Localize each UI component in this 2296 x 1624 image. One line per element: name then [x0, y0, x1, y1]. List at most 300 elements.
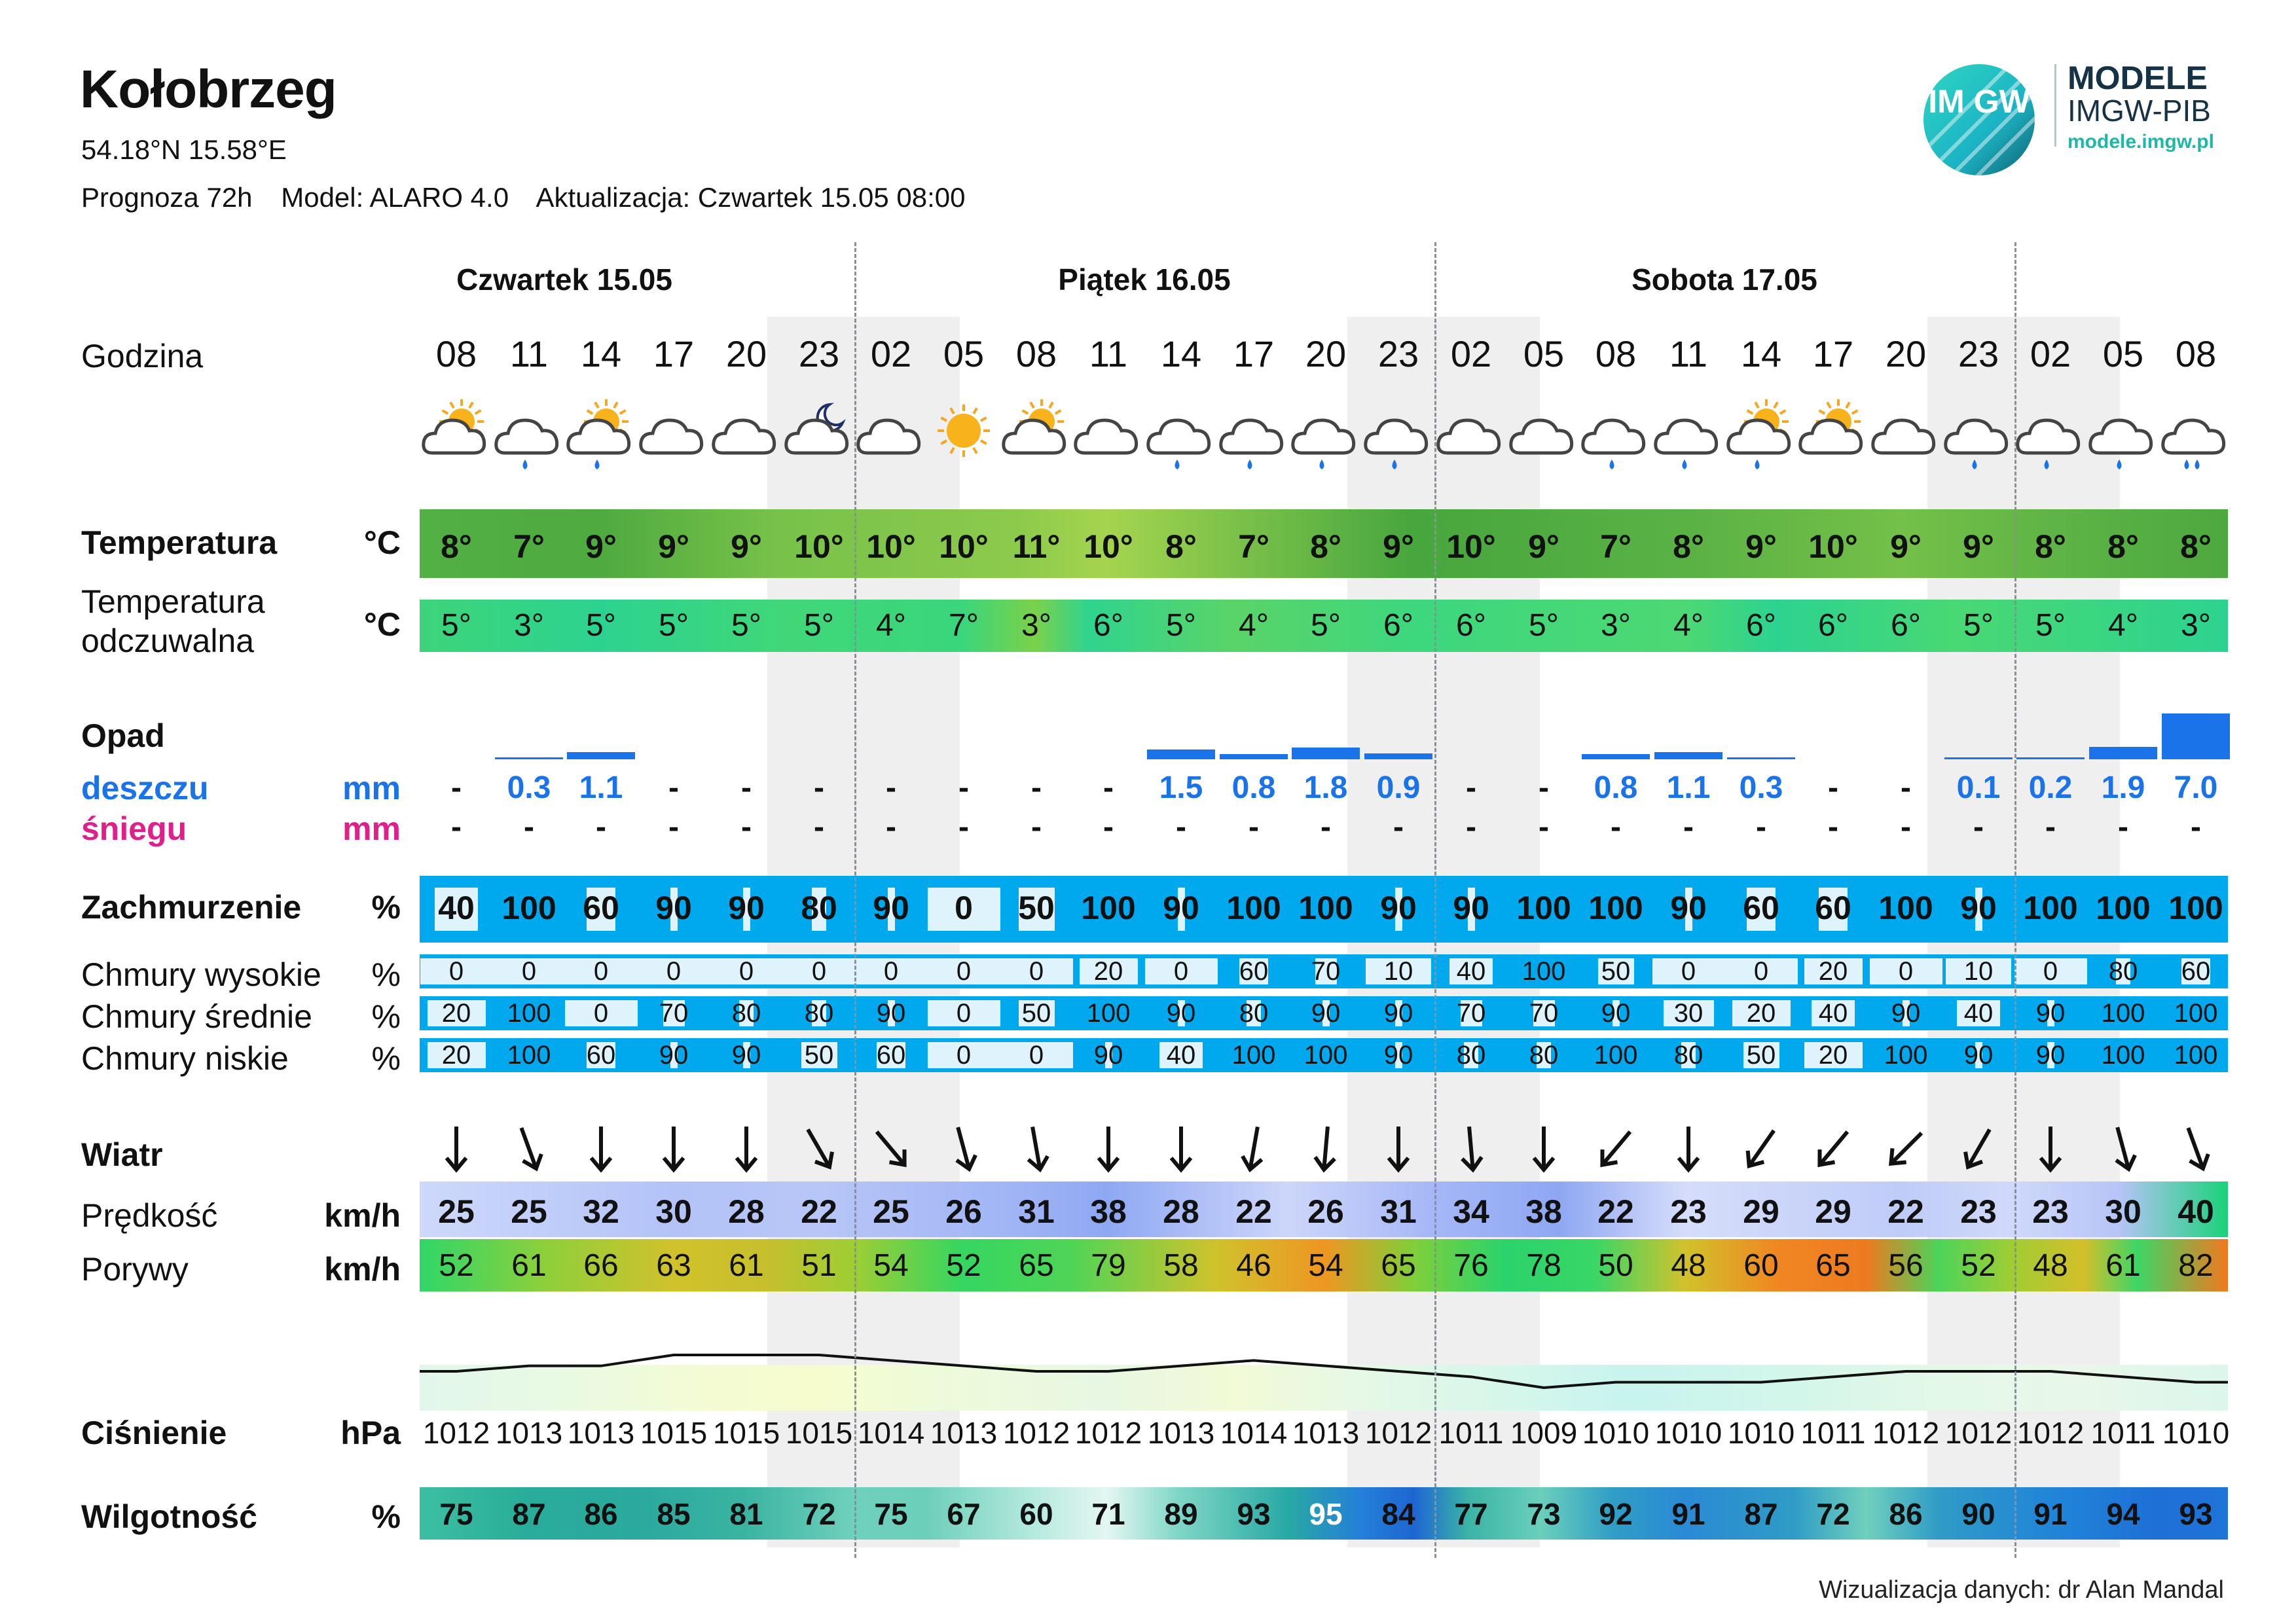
feels-like-value: 5°: [1166, 608, 1196, 643]
rain-value: 0.2: [2028, 770, 2073, 805]
cloud-low-value: 90: [2035, 1041, 2066, 1070]
wind-arrow-icon: [651, 1123, 697, 1175]
gust-value: 65: [1815, 1248, 1851, 1283]
humidity-value: 77: [1454, 1497, 1488, 1531]
cloud-high-value: 20: [1093, 957, 1123, 986]
cloud-low-value: 100: [1884, 1041, 1928, 1070]
sun-cloud-icon: [421, 395, 492, 474]
label-cloud-high: Chmury wysokie: [81, 956, 321, 993]
snow-value: -: [958, 810, 969, 844]
cloud-high-value: 0: [956, 957, 972, 986]
wind-speed-value: 31: [1018, 1193, 1055, 1230]
rain-value: 1.1: [579, 770, 623, 805]
day-header: Czwartek 15.05: [456, 262, 672, 297]
gust-value: 65: [1381, 1248, 1416, 1283]
gust-value: 52: [439, 1248, 474, 1283]
gust-value: 50: [1598, 1248, 1633, 1283]
cloud-low-value: 100: [1231, 1041, 1276, 1070]
hour-label: 05: [1523, 333, 1565, 374]
cloud-low-value: 100: [1303, 1041, 1348, 1070]
cloud-low-value: 100: [507, 1041, 551, 1070]
humidity-value: 67: [947, 1497, 981, 1531]
rain-value: -: [1539, 770, 1549, 805]
snow-value: -: [1611, 810, 1621, 844]
cloud-rain-icon: [1146, 395, 1216, 474]
feels-like-value: 6°: [1383, 608, 1413, 643]
rain-bar: [567, 752, 635, 759]
gust-value: 76: [1453, 1248, 1489, 1283]
cloud-icon: [638, 395, 709, 474]
gust-value: 48: [2033, 1248, 2068, 1283]
cloud-mid-value: 0: [593, 999, 609, 1028]
cloud-rain-icon: [2088, 395, 2159, 474]
logo-link[interactable]: modele.imgw.pl: [2068, 131, 2214, 153]
unit-rain: mm: [342, 770, 401, 806]
humidity-value: 73: [1527, 1497, 1561, 1531]
cloud-total-value: 90: [655, 890, 692, 926]
snow-value: -: [1103, 810, 1114, 844]
cloud-high-value: 40: [1456, 957, 1486, 986]
humidity-value: 94: [2106, 1497, 2140, 1531]
cloud-icon: [1436, 395, 1506, 474]
feels-like-value: 3°: [1021, 608, 1051, 643]
hour-label: 17: [653, 333, 695, 374]
temperature-value: 10°: [866, 528, 916, 565]
pressure-value: 1011: [1800, 1416, 1866, 1450]
cloud-high-value: 0: [1753, 957, 1769, 986]
day-header: Sobota 17.05: [1631, 262, 1817, 297]
cloud-high-value: 0: [738, 957, 754, 986]
gust-value: 61: [2105, 1248, 2141, 1283]
cloud-low-value: 100: [1594, 1041, 1638, 1070]
cloud-icon: [1508, 395, 1579, 474]
cloud-mid-value: 70: [1456, 999, 1486, 1028]
wind-speed-value: 38: [1090, 1193, 1127, 1230]
rain-value: 0.8: [1594, 770, 1638, 805]
pressure-value: 1010: [2162, 1416, 2230, 1450]
wind-arrow-icon: [941, 1123, 987, 1175]
cloud-icon: [1073, 395, 1144, 474]
rain-value: 1.1: [1666, 770, 1711, 805]
cloud-high-value: 0: [593, 957, 609, 986]
wind-arrow-icon: [1085, 1123, 1131, 1175]
rain-value: -: [1828, 770, 1838, 805]
cloud-rain-icon: [1580, 395, 1651, 474]
pressure-value: 1011: [1438, 1416, 1504, 1450]
cloud-high-value: 70: [1311, 957, 1341, 986]
cloud-low-value: 100: [2174, 1041, 2218, 1070]
wind-speed-value: 26: [1307, 1193, 1344, 1230]
hour-label: 17: [1233, 333, 1275, 374]
pressure-value: 1010: [1654, 1416, 1722, 1450]
cloud-high-value: 0: [1898, 957, 1914, 986]
hour-label: 23: [1958, 333, 1999, 374]
humidity-value: 93: [2179, 1497, 2213, 1531]
snow-value: -: [1756, 810, 1766, 844]
wind-speed-value: 22: [1235, 1193, 1272, 1230]
rain-value: 0.1: [1956, 770, 2001, 805]
feels-like-value: 5°: [731, 608, 761, 643]
hour-label: 23: [798, 333, 840, 374]
temperature-value: 8°: [2035, 528, 2066, 565]
cloud-mid-value: 40: [1963, 999, 1994, 1028]
feels-like-value: 6°: [1456, 608, 1486, 643]
cloud-total-value: 60: [583, 890, 619, 926]
wind-speed-value: 25: [511, 1193, 547, 1230]
label-snow: śniegu: [81, 810, 187, 847]
cloud-mid-value: 90: [2035, 999, 2066, 1028]
hour-label: 08: [1015, 333, 1057, 374]
cloud-mid-value: 80: [1239, 999, 1269, 1028]
cloud-total-value: 50: [1018, 890, 1055, 926]
cloud-mid-value: 80: [804, 999, 834, 1028]
gust-value: 60: [1743, 1248, 1779, 1283]
pressure-value: 1013: [930, 1416, 998, 1450]
cloud-total-value: 100: [1878, 890, 1933, 926]
unit-cloud-high: %: [371, 956, 401, 993]
snow-value: -: [741, 810, 752, 844]
cloud-high-value: 20: [1818, 957, 1848, 986]
wind-speed-value: 28: [728, 1193, 765, 1230]
cloud-rain-icon: [2015, 395, 2086, 474]
feels-like-value: 5°: [2035, 608, 2066, 643]
feels-like-value: 6°: [1818, 608, 1848, 643]
unit-gust: km/h: [324, 1251, 401, 1288]
unit-feels: °C: [363, 606, 401, 643]
feels-like-value: 5°: [1529, 608, 1559, 643]
wind-arrow-icon: [578, 1123, 624, 1175]
pressure-value: 1013: [1147, 1416, 1215, 1450]
wind-speed-value: 31: [1380, 1193, 1417, 1230]
temperature-value: 9°: [1745, 528, 1777, 565]
pressure-value: 1010: [1727, 1416, 1795, 1450]
hour-label: 11: [1669, 333, 1708, 374]
cloud-mid-value: 90: [1383, 999, 1413, 1028]
temperature-value: 11°: [1012, 528, 1061, 565]
wind-arrow-icon: [1883, 1123, 1929, 1175]
pressure-value: 1012: [1074, 1416, 1142, 1450]
day-header: Piątek 16.05: [1058, 262, 1231, 297]
cloud-rain-icon: [494, 395, 564, 474]
cloud-heavy-rain-icon: [2160, 395, 2231, 474]
wind-speed-value: 25: [873, 1193, 909, 1230]
cloud-total-value: 90: [1163, 890, 1199, 926]
gust-value: 51: [801, 1248, 837, 1283]
cloud-high-value: 0: [1681, 957, 1696, 986]
gust-value: 63: [656, 1248, 691, 1283]
wind-speed-value: 30: [2105, 1193, 2141, 1230]
humidity-value: 72: [1816, 1497, 1850, 1531]
snow-value: -: [1393, 810, 1404, 844]
cloud-low-value: 80: [1673, 1041, 1704, 1070]
humidity-value: 90: [1961, 1497, 1995, 1531]
rain-value: -: [1103, 770, 1114, 805]
wind-arrow-icon: [1013, 1123, 1059, 1175]
cloud-mid-value: 80: [731, 999, 761, 1028]
wind-arrow-icon: [1303, 1123, 1349, 1175]
gust-value: 66: [583, 1248, 619, 1283]
humidity-value: 87: [1744, 1497, 1778, 1531]
humidity-value: 91: [1671, 1497, 1705, 1531]
humidity-value: 72: [802, 1497, 836, 1531]
rain-value: 1.8: [1303, 770, 1348, 805]
cloud-rain-icon: [1363, 395, 1434, 474]
cloud-mid-value: 40: [1818, 999, 1848, 1028]
cloud-total-value: 90: [1960, 890, 1997, 926]
snow-value: -: [1901, 810, 1911, 844]
wind-arrow-icon: [1376, 1123, 1421, 1175]
pressure-value: 1014: [857, 1416, 925, 1450]
sun-cloud-rain-icon: [566, 395, 636, 474]
humidity-value: 84: [1381, 1497, 1415, 1531]
humidity-value: 92: [1599, 1497, 1633, 1531]
cloud-icon: [856, 395, 926, 474]
logo-letters: IM GW: [1928, 83, 2030, 120]
temperature-value: 9°: [585, 528, 617, 565]
hour-label: 02: [1450, 333, 1492, 374]
feels-like-value: 4°: [1239, 608, 1269, 643]
rain-value: -: [886, 770, 896, 805]
cloud-total-value: 0: [955, 890, 973, 926]
rain-value: 0.3: [1739, 770, 1783, 805]
snow-value: -: [2191, 810, 2201, 844]
cloud-low-value: 100: [2101, 1041, 2145, 1070]
wind-arrow-icon: [506, 1123, 552, 1175]
snow-value: -: [814, 810, 824, 844]
wind-arrow-icon: [1231, 1123, 1277, 1175]
pressure-value: 1015: [640, 1416, 708, 1450]
wind-arrow-icon: [1666, 1123, 1711, 1175]
pressure-value: 1012: [2016, 1416, 2085, 1450]
humidity-value: 60: [1019, 1497, 1053, 1531]
pressure-value: 1013: [1292, 1416, 1360, 1450]
humidity-value: 91: [2033, 1497, 2068, 1531]
cloud-mid-value: 20: [441, 999, 471, 1028]
cloud-low-value: 90: [659, 1041, 689, 1070]
feels-like-value: 5°: [441, 608, 471, 643]
cloud-mid-value: 90: [1891, 999, 1921, 1028]
cloud-rain-icon: [1653, 395, 1724, 474]
hour-label: 14: [580, 333, 622, 374]
cloud-high-value: 0: [521, 957, 537, 986]
cloud-mid-value: 70: [659, 999, 689, 1028]
humidity-value: 81: [729, 1497, 763, 1531]
cloud-mid-value: 90: [876, 999, 906, 1028]
snow-value: -: [451, 810, 462, 844]
pressure-value: 1009: [1510, 1416, 1578, 1450]
pressure-value: 1012: [1364, 1416, 1432, 1450]
feels-like-value: 3°: [2181, 608, 2211, 643]
cloud-high-value: 0: [2043, 957, 2058, 986]
rain-value: -: [668, 770, 679, 805]
hour-label: 02: [870, 333, 912, 374]
pressure-value: 1015: [712, 1416, 780, 1450]
feels-like-value: 4°: [876, 608, 906, 643]
cloud-total-value: 100: [1516, 890, 1571, 926]
temperature-value: 8°: [1673, 528, 1704, 565]
cloud-mid-value: 100: [507, 999, 551, 1028]
cloud-mid-value: 100: [1086, 999, 1131, 1028]
rain-value: 1.9: [2101, 770, 2145, 805]
wind-speed-value: 38: [1525, 1193, 1562, 1230]
rain-value: 1.5: [1159, 770, 1203, 805]
temperature-value: 8°: [2180, 528, 2212, 565]
wind-speed-value: 23: [1670, 1193, 1707, 1230]
wind-speed-value: 26: [945, 1193, 982, 1230]
hour-label: 11: [1089, 333, 1128, 374]
snow-value: -: [886, 810, 896, 844]
label-cloud-low: Chmury niskie: [81, 1040, 289, 1077]
temperature-value: 8°: [441, 528, 472, 565]
temperature-value: 9°: [1963, 528, 1994, 565]
hour-label: 08: [2175, 333, 2217, 374]
wind-arrow-icon: [868, 1123, 914, 1175]
rain-bar: [495, 757, 563, 759]
snow-value: -: [596, 810, 606, 844]
rain-bar: [1147, 749, 1215, 759]
wind-arrow-icon: [2100, 1123, 2146, 1175]
humidity-value: 95: [1309, 1497, 1343, 1531]
gust-value: 56: [1888, 1248, 1923, 1283]
rain-value: -: [1466, 770, 1476, 805]
feels-like-value: 3°: [514, 608, 544, 643]
hour-label: 05: [943, 333, 985, 374]
cloud-high-value: 80: [2108, 957, 2138, 986]
cloud-low-value: 40: [1166, 1041, 1196, 1070]
cloud-low-value: 90: [1093, 1041, 1123, 1070]
hour-label: 05: [2102, 333, 2144, 374]
temperature-value: 7°: [1238, 528, 1269, 565]
snow-value: -: [1248, 810, 1259, 844]
pressure-value: 1013: [495, 1416, 563, 1450]
temperature-value: 8°: [1310, 528, 1341, 565]
cloud-mid-value: 90: [1601, 999, 1631, 1028]
cloud-total-value: 100: [2096, 890, 2151, 926]
snow-value: -: [1973, 810, 1984, 844]
temperature-value: 9°: [731, 528, 762, 565]
wind-speed-value: 28: [1163, 1193, 1199, 1230]
label-cloud-mid: Chmury średnie: [81, 998, 312, 1035]
humidity-value: 75: [439, 1497, 473, 1531]
temperature-value: 7°: [1600, 528, 1631, 565]
hour-label: 08: [1595, 333, 1637, 374]
rain-value: 7.0: [2174, 770, 2218, 805]
snow-value: -: [1466, 810, 1476, 844]
rain-bar: [1582, 754, 1650, 759]
cloud-total-value: 100: [1226, 890, 1281, 926]
label-precip: Opad: [81, 717, 165, 754]
snow-value: -: [1539, 810, 1549, 844]
humidity-value: 89: [1164, 1497, 1198, 1531]
hour-label: 23: [1377, 333, 1419, 374]
feels-like-value: 5°: [804, 608, 834, 643]
snow-value: -: [1031, 810, 1042, 844]
feels-like-value: 6°: [1093, 608, 1123, 643]
cloud-total-value: 100: [1298, 890, 1353, 926]
cloud-low-value: 20: [441, 1041, 471, 1070]
temperature-value: 10°: [939, 528, 989, 565]
sun-cloud-rain-icon: [1726, 395, 1796, 474]
wind-arrow-icon: [1158, 1123, 1204, 1175]
gust-value: 61: [729, 1248, 764, 1283]
cloud-low-value: 50: [1746, 1041, 1776, 1070]
rain-bar: [2016, 757, 2085, 759]
unit-cloud: %: [371, 889, 401, 926]
feels-like-value: 3°: [1601, 608, 1631, 643]
rain-bar: [1654, 752, 1722, 759]
cloud-total-value: 90: [873, 890, 909, 926]
footer-credit: Wizualizacja danych: dr Alan Mandal: [1819, 1576, 2224, 1604]
coordinates: 54.18°N 15.58°E: [81, 134, 287, 165]
pressure-line: [420, 1355, 2228, 1388]
label-wind: Wiatr: [81, 1136, 163, 1173]
feels-like-value: 4°: [2108, 608, 2138, 643]
cloud-total-value: 90: [1453, 890, 1489, 926]
temperature-value: 10°: [1084, 528, 1133, 565]
unit-temperature: °C: [363, 524, 401, 561]
rain-value: -: [741, 770, 752, 805]
label-humidity: Wilgotność: [81, 1498, 257, 1535]
cloud-mid-value: 20: [1746, 999, 1776, 1028]
cloud-high-value: 50: [1601, 957, 1631, 986]
sun-cloud-icon: [1798, 395, 1868, 474]
gust-value: 52: [1961, 1248, 1996, 1283]
rain-value: -: [1031, 770, 1042, 805]
cloud-mid-value: 0: [956, 999, 972, 1028]
cloud-total-value: 90: [1380, 890, 1417, 926]
rain-value: 0.8: [1231, 770, 1276, 805]
forecast-range: Prognoza 72h: [81, 182, 253, 213]
unit-humidity: %: [371, 1498, 401, 1535]
cloud-mid-value: 90: [1166, 999, 1196, 1028]
gust-value: 58: [1163, 1248, 1199, 1283]
cloud-low-value: 0: [1029, 1041, 1044, 1070]
moon-cloud-icon: [784, 395, 854, 474]
label-temperature: Temperatura: [81, 524, 278, 561]
wind-speed-value: 25: [438, 1193, 475, 1230]
cloud-total-value: 90: [1670, 890, 1707, 926]
cloud-rain-icon: [1218, 395, 1289, 474]
pressure-value: 1012: [1944, 1416, 2013, 1450]
cloud-rain-icon: [1943, 395, 2014, 474]
gust-value: 65: [1019, 1248, 1054, 1283]
wind-speed-value: 22: [1887, 1193, 1924, 1230]
rain-bar: [2089, 747, 2157, 759]
gust-value: 48: [1671, 1248, 1706, 1283]
unit-cloud-mid: %: [371, 998, 401, 1035]
temperature-value: 7°: [513, 528, 545, 565]
cloud-mid-value: 100: [2101, 999, 2145, 1028]
snow-value: -: [1321, 810, 1331, 844]
label-feels-2: odczuwalna: [81, 623, 255, 659]
cloud-total-value: 80: [801, 890, 837, 926]
cloud-mid-value: 100: [2174, 999, 2218, 1028]
snow-value: -: [1828, 810, 1838, 844]
cloud-mid-value: 90: [1311, 999, 1341, 1028]
hour-label: 11: [509, 333, 549, 374]
wind-speed-value: 23: [1960, 1193, 1997, 1230]
cloud-high-value: 60: [2181, 957, 2211, 986]
pressure-value: 1012: [1872, 1416, 1940, 1450]
temperature-value: 10°: [794, 528, 844, 565]
temperature-value: 10°: [1446, 528, 1496, 565]
wind-speed-value: 34: [1453, 1193, 1489, 1230]
rain-value: 0.3: [507, 770, 551, 805]
cloud-high-value: 0: [1029, 957, 1044, 986]
cloud-high-value: 0: [666, 957, 682, 986]
sun-cloud-icon: [1001, 395, 1072, 474]
label-cloud: Zachmurzenie: [81, 889, 302, 926]
